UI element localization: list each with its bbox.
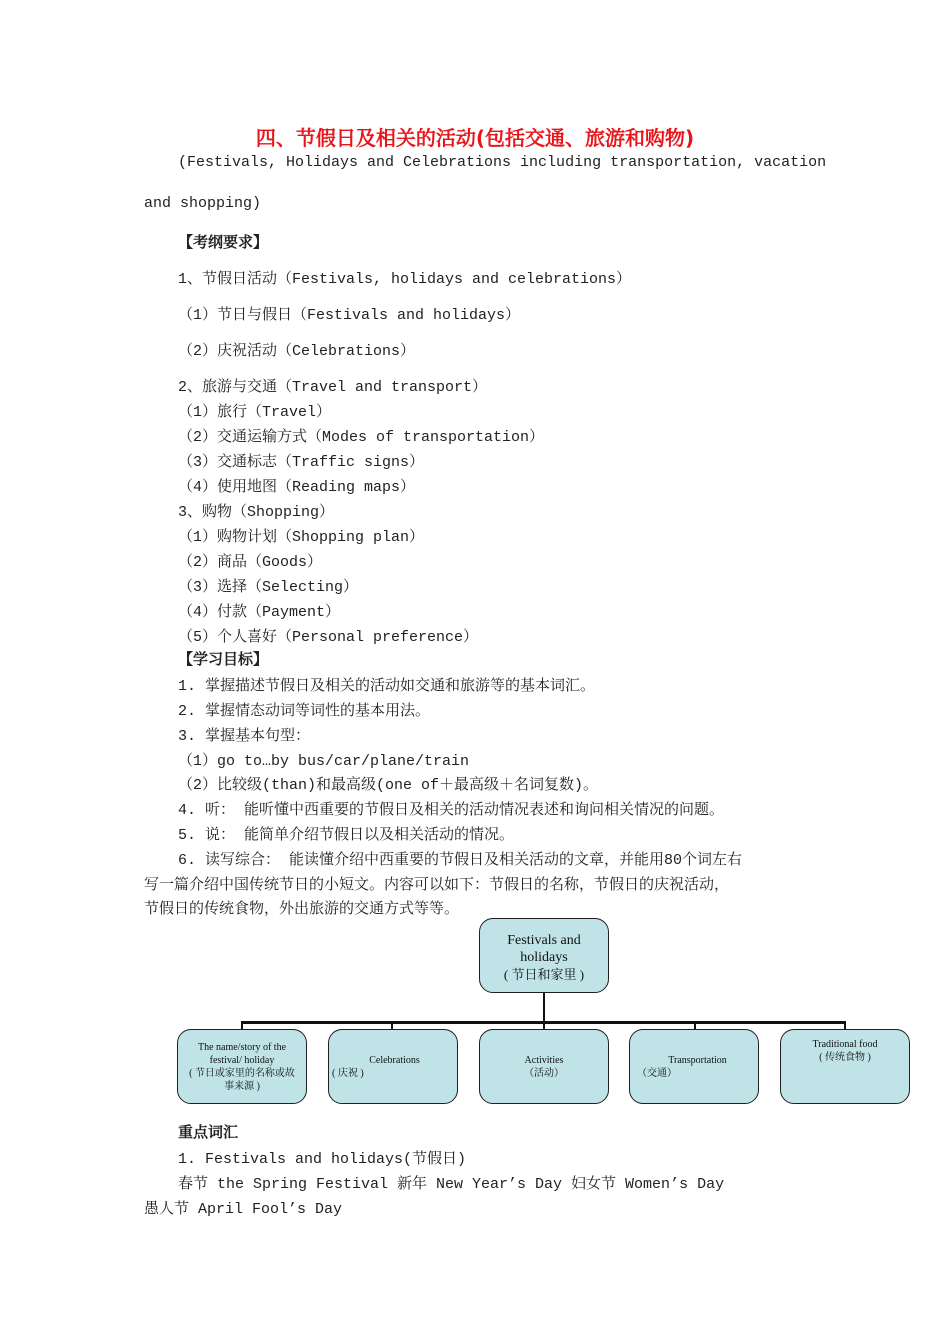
page-title: 四、节假日及相关的活动(包括交通、旅游和购物) [255,126,695,150]
syllabus-item: （3）交通标志（Traffic signs） [178,454,425,471]
diagram-child-label: Celebrations [369,1055,420,1066]
diagram-child-node [629,1029,759,1104]
syllabus-item: （5）个人喜好（Personal preference） [178,629,479,646]
diagram-child-label-cn: （交通） [637,1068,677,1079]
vocab-heading: 重点词汇 [178,1123,239,1141]
syllabus-heading: 【考纲要求】 [178,233,269,251]
diagram-child-label-cn: ( 节日或家里的名称或故事来源 ) [189,1068,295,1092]
syllabus-item: （1）旅行（Travel） [178,404,332,421]
diagram-root-node [479,918,609,993]
syllabus-item: （3）选择（Selecting） [178,579,359,596]
diagram-child-node [780,1029,910,1104]
syllabus-item: （4）使用地图（Reading maps） [178,479,416,496]
syllabus-item: （1）购物计划（Shopping plan） [178,529,425,546]
diagram-child-label: Transportation [668,1055,727,1066]
diagram-child-node [479,1029,609,1104]
goal-item: 3. 掌握基本句型： [178,728,311,745]
vocab-line: 1. Festivals and holidays(节假日) [178,1151,467,1168]
goal-item: 6. 读写综合： 能读懂介绍中西重要的节假日及相关活动的文章，并能用80个词左右 [178,852,743,869]
syllabus-item: （1）节日与假日（Festivals and holidays） [178,307,521,324]
syllabus-item: （4）付款（Payment） [178,604,341,621]
goal-item: 4. 听： 能听懂中西重要的节假日及相关的活动情况表述和询问相关情况的问题。 [178,802,725,819]
diagram-root-label: Festivals and holidays [507,933,581,965]
diagram-child-label: Activities [524,1055,564,1066]
diagram-connector [543,993,545,1022]
page-subtitle-line2: and shopping) [144,195,262,212]
diagram-child-label-cn: ( 传统食物 ) [819,1052,871,1063]
goal-item: 2. 掌握情态动词等词性的基本用法。 [178,703,431,720]
goal-item: 1. 掌握描述节假日及相关的活动如交通和旅游等的基本词汇。 [178,678,596,695]
goals-heading: 【学习目标】 [178,650,269,668]
diagram-child-node [177,1029,307,1104]
goal-item: 节假日的传统食物，外出旅游的交通方式等等。 [144,901,460,918]
syllabus-item: 1、节假日活动（Festivals, holidays and celebrations） [178,271,632,288]
syllabus-item: （2）商品（Goods） [178,554,323,571]
syllabus-item: 2、旅游与交通（Travel and transport） [178,379,488,396]
diagram-child-label-cn: ( 庆祝 ) [332,1068,364,1079]
diagram-child-label-cn: （活动） [524,1068,564,1079]
syllabus-item: 3、购物（Shopping） [178,504,335,521]
syllabus-item: （2）庆祝活动（Celebrations） [178,343,416,360]
vocab-line: 春节 the Spring Festival 新年 New Year’s Day 妇女节 Women’s Day [178,1176,725,1193]
diagram-root-label-cn: ( 节日和家里 ) [503,967,585,982]
syllabus-item: （2）交通运输方式（Modes of transportation） [178,429,545,446]
goal-item: （1）go to…by bus/car/plane/train [178,753,470,770]
goal-item: （2）比较级(than)和最高级(one of＋最高级＋名词复数)。 [178,777,599,794]
diagram-child-label: Traditional food [812,1039,878,1050]
diagram-child-label: The name/story of the festival/ holiday [197,1042,287,1066]
vocab-line: 愚人节 April Fool’s Day [144,1201,343,1218]
page-subtitle-line1: (Festivals, Holidays and Celebrations including transportation, vacation [178,154,827,171]
goal-item: 写一篇介绍中国传统节日的小短文。内容可以如下：节假日的名称，节假日的庆祝活动， [144,877,730,894]
goal-item: 5. 说： 能简单介绍节假日以及相关活动的情况。 [178,827,515,844]
diagram-child-node [328,1029,458,1104]
